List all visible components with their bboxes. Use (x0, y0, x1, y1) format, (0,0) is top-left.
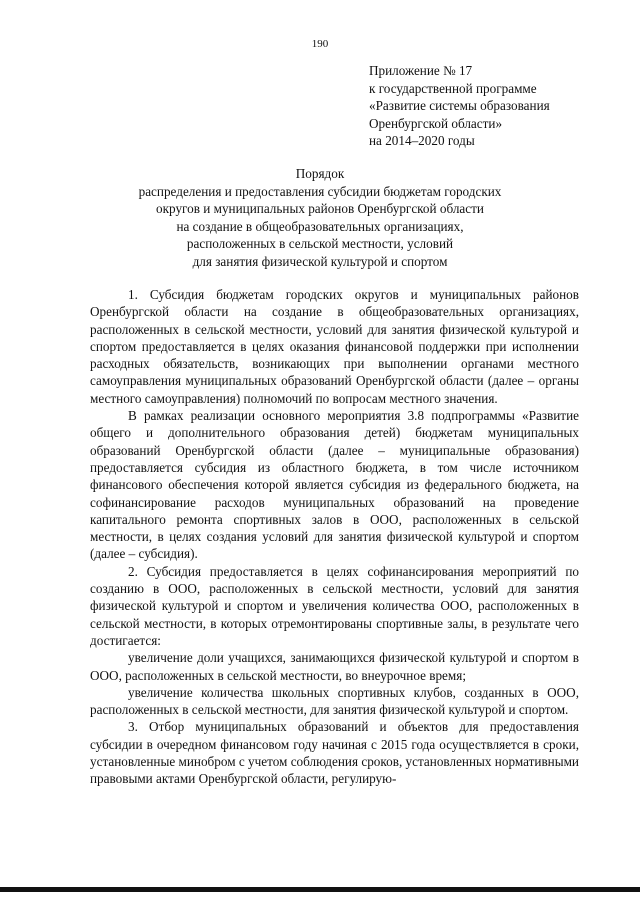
document-title (90, 165, 550, 270)
paragraph-5: увеличение количества школьных спортивных клубов, созданных в ООО, расположенных в сельской местности, для занятия физической культурой и спортом. (90, 684, 579, 718)
paragraph-4: увеличение доли учащихся, занимающихся физической культурой и спортом в ООО, расположенных в сельской местности, во внеурочное время; (90, 650, 579, 683)
paragraph-2: В рамках реализации основного мероприятия 3.8 подпрограммы «Развитие общего и дополнительного образования детей) бюджетам муниципальных образований Оренбургской области (далее – муниципальные образования) предоставляется субсидия из областного бюджета, в том числе источником финансового обеспечения которой является субсидия из федерального бюджета, на софинансирование расходов муниципальных образований на проведение капитального ремонта спортивных залов в ООО, расположенных в сельской местности, в целях создания условий для занятия физической культурой и спортом (далее – субсидия). (90, 408, 579, 562)
title-line: для занятия физической культурой и спортом (192, 253, 448, 269)
title-line: распределения и предоставления субсидии бюджетам городских (138, 183, 502, 199)
appendix-line: на 2014–2020 годы (369, 133, 475, 148)
title-line: Порядок (295, 166, 345, 181)
title-line: расположенных в сельской местности, условий (186, 236, 454, 251)
bottom-rule (0, 887, 640, 892)
appendix-line: Оренбургской области» (369, 115, 503, 131)
paragraph-3: 2. Субсидия предоставляется в целях софинансирования мероприятий по созданию в ООО, расположенных в сельской местности, условий для занятия физической культурой и спортом и увеличения количества ООО, расположенных в сельской местности, в которых отремонтированы спортивные залы, в результате чего достигается: (90, 563, 579, 648)
title-line: округов и муниципальных районов Оренбургской области (156, 201, 484, 216)
page-number: 190 (311, 38, 329, 50)
paragraph-6: 3. Отбор муниципальных образований и объектов для предоставления субсидии в очередном финансовом году начиная с 2015 года осуществляется в сроки, установленные минобром с учетом соблюдения сроков, установленных нормативными правовыми актами Оренбургской области, регулирую- (90, 719, 579, 787)
appendix-line: Приложение № 17 (369, 63, 473, 78)
paragraph-1: 1. Субсидия бюджетам городских округов и муниципальных районов Оренбургской области на создание в общеобразовательных организациях, расположенных в сельской местности, условий для занятия физической культурой и спортом предоставляется в целях оказания финансовой поддержки при исполнении расходных обязательств, возникающих при выполнении органами местного самоуправления муниципальных образований Оренбургской области (далее – органы местного самоуправления) полномочий по вопросам местного значения. (90, 287, 579, 406)
document-body (90, 286, 579, 788)
appendix-header (369, 62, 550, 150)
title-line: на создание в общеобразовательных организациях, (176, 218, 464, 234)
appendix-line: к государственной программе (369, 80, 537, 96)
appendix-line: «Развитие системы образования (369, 98, 550, 113)
